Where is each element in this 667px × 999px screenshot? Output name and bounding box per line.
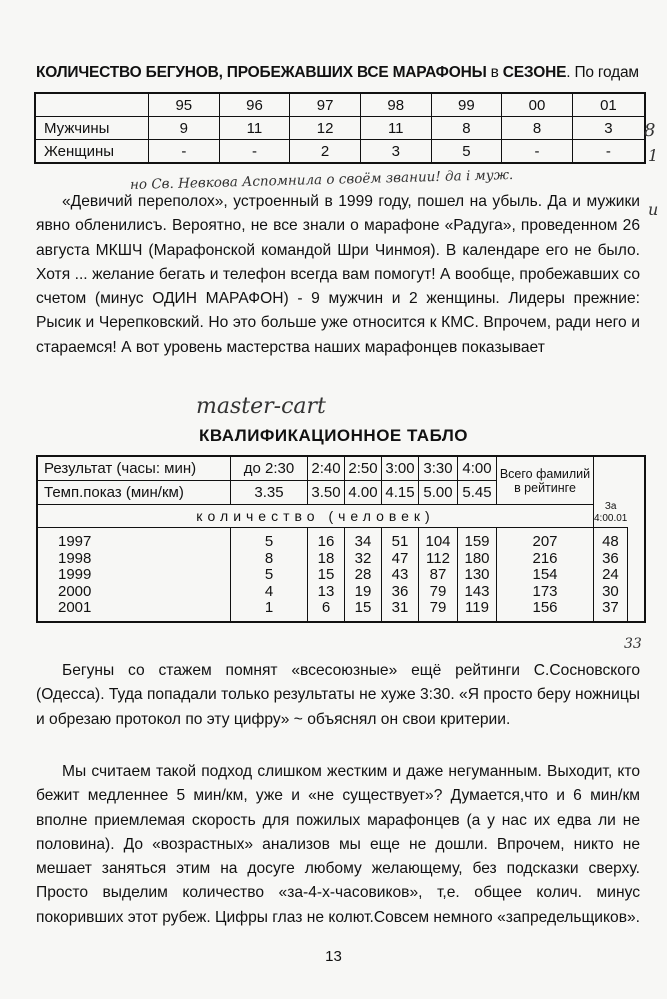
table1-title: КОЛИЧЕСТВО БЕГУНОВ, ПРОБЕЖАВШИХ ВСЕ МАРАФОНЫ в СЕЗОНЕ. По годам bbox=[36, 64, 639, 81]
count-cell: 37 bbox=[602, 599, 619, 616]
count-cell: 207 bbox=[532, 533, 558, 550]
count-cell bbox=[628, 550, 644, 567]
count-cell: 32 bbox=[354, 549, 372, 567]
result-cell: до 2:30 bbox=[231, 456, 308, 481]
year-cell: 95 bbox=[149, 93, 220, 117]
row-label: Темп.показ (мин/км) bbox=[37, 481, 231, 505]
table-header-row bbox=[35, 93, 645, 117]
pace-cell: 4.15 bbox=[382, 481, 419, 505]
margin-note: 1 bbox=[648, 146, 659, 165]
value-cell: 3 bbox=[572, 117, 645, 140]
value-cell: - bbox=[149, 140, 220, 164]
year-cell: 97 bbox=[290, 93, 361, 117]
value-cell: - bbox=[502, 140, 573, 164]
result-cell: 2:40 bbox=[308, 456, 345, 481]
handwritten-note: 33 bbox=[624, 636, 642, 652]
pace-cell: 4.00 bbox=[345, 481, 382, 505]
result-cell: 3:00 bbox=[382, 456, 419, 481]
table-row-men bbox=[35, 117, 645, 140]
year-cell: 96 bbox=[219, 93, 290, 117]
count-column bbox=[497, 528, 594, 622]
page-number: 13 bbox=[325, 948, 342, 965]
year-cell: 1999 bbox=[58, 566, 92, 583]
result-row bbox=[37, 456, 645, 481]
count-cell: 79 bbox=[429, 582, 447, 600]
count-cell bbox=[628, 534, 644, 551]
count-cell: 28 bbox=[354, 566, 372, 583]
count-cell: 5 bbox=[264, 566, 274, 583]
count-cell: 15 bbox=[354, 599, 372, 616]
year-cell: 99 bbox=[431, 93, 502, 117]
count-column bbox=[382, 528, 419, 622]
qualification-table bbox=[36, 455, 646, 623]
value-cell: 8 bbox=[431, 117, 502, 140]
count-label: количество (человек) bbox=[37, 505, 594, 528]
paragraph: Мы считаем такой подход слишком жестким и даже негуманным. Выходит, кто бежит медленнее 5 мин/км, уже и «не существует»? Думается,что и 6 мин/км вполне приемлемая скорость для пожилых марафонцев (а у нас их едва ли не половина). До «возрастных» анализов мы еще не дошли. Впрочем, никто не мешает заняться этим на досуге любому желающему, без подсказки сверху. Просто выделим количество «за-4-х-часовиков», т,е. общее колич. минус покоривших этот рубеж. Цифры глаз не колют.Совсем немного «запредельщиков». bbox=[36, 763, 640, 926]
count-cell: 130 bbox=[464, 566, 490, 583]
value-cell: 12 bbox=[290, 117, 361, 140]
pace-cell: 5.00 bbox=[419, 481, 458, 505]
count-cell bbox=[628, 567, 644, 584]
year-cell: 1997 bbox=[58, 533, 92, 550]
count-cell: 34 bbox=[354, 533, 372, 550]
count-cell: 43 bbox=[391, 566, 409, 583]
year-cell: 1998 bbox=[58, 549, 92, 567]
count-column bbox=[345, 528, 382, 622]
value-cell: 5 bbox=[431, 140, 502, 164]
year-cell: 98 bbox=[360, 93, 431, 117]
table2-title: КВАЛИФИКАЦИОННОЕ ТАБЛО bbox=[198, 426, 469, 445]
count-cell: 13 bbox=[317, 582, 335, 600]
count-cell: 47 bbox=[391, 549, 409, 567]
result-cell: 4:00 bbox=[458, 456, 497, 481]
count-cell: 1 bbox=[264, 599, 274, 616]
count-cell: 112 bbox=[426, 549, 450, 567]
count-column bbox=[627, 528, 645, 622]
year-cell: 2001 bbox=[58, 599, 92, 616]
count-cell bbox=[628, 600, 644, 617]
year-cell: 2000 bbox=[58, 582, 92, 600]
value-cell: 9 bbox=[149, 117, 220, 140]
count-column bbox=[594, 528, 628, 622]
value-cell: 8 bbox=[502, 117, 573, 140]
count-cell: 15 bbox=[317, 566, 335, 583]
row-label: Мужчины bbox=[35, 117, 149, 140]
count-cell: 143 bbox=[464, 582, 490, 600]
count-cell: 48 bbox=[602, 533, 619, 550]
count-cell: 104 bbox=[425, 533, 451, 550]
count-column bbox=[308, 528, 345, 622]
table-corner-cell bbox=[35, 93, 149, 117]
pace-cell: 5.45 bbox=[458, 481, 497, 505]
value-cell: - bbox=[572, 140, 645, 164]
pace-cell: 3.35 bbox=[231, 481, 308, 505]
runners-by-year-table bbox=[34, 92, 646, 164]
count-cell: 79 bbox=[429, 599, 447, 616]
count-cell: 31 bbox=[391, 599, 409, 616]
count-column bbox=[231, 528, 308, 622]
pace-cell: 3.50 bbox=[308, 481, 345, 505]
value-cell: 2 bbox=[290, 140, 361, 164]
count-cell: 6 bbox=[321, 599, 331, 616]
result-cell: 3:30 bbox=[419, 456, 458, 481]
count-cell: 16 bbox=[317, 533, 335, 550]
year-cell: 00 bbox=[502, 93, 573, 117]
count-cell: 36 bbox=[391, 582, 409, 600]
count-cell: 4 bbox=[264, 582, 274, 600]
row-label: Результат (часы: мин) bbox=[37, 456, 231, 481]
year-column bbox=[37, 528, 231, 622]
count-cell: 216 bbox=[532, 549, 558, 567]
data-row bbox=[37, 528, 645, 622]
count-cell: 24 bbox=[602, 566, 619, 583]
count-cell: 156 bbox=[532, 599, 558, 616]
count-cell: 30 bbox=[602, 582, 619, 600]
total-header: Всего фамилий в рейтинге bbox=[497, 456, 594, 505]
count-cell bbox=[628, 583, 644, 600]
count-cell: 180 bbox=[464, 549, 490, 567]
count-cell: 51 bbox=[391, 533, 409, 550]
value-cell: 11 bbox=[219, 117, 290, 140]
count-column bbox=[419, 528, 458, 622]
value-cell: 11 bbox=[360, 117, 431, 140]
value-cell: 3 bbox=[360, 140, 431, 164]
count-cell: 159 bbox=[464, 533, 490, 550]
paragraph: Бегуны со стажем помнят «всесоюзные» ещё рейтинги С.Сосновского (Одесса). Туда попадали только результаты не хуже 3:30. «Я просто беру ножницы и обрезаю протокол по эту цифру» ~ объяснял он свои критерии. bbox=[36, 662, 640, 728]
handwritten-note: но Св. Невкова Аспомнила о своём звании! да і муж. bbox=[129, 166, 514, 194]
count-cell: 18 bbox=[317, 549, 335, 567]
count-cell: 154 bbox=[532, 566, 558, 583]
handwritten-note: master-cart bbox=[196, 394, 326, 419]
count-label-row bbox=[37, 505, 645, 528]
value-cell: - bbox=[219, 140, 290, 164]
count-cell: 8 bbox=[264, 549, 274, 567]
count-cell: 173 bbox=[532, 582, 558, 600]
row-label: Женщины bbox=[35, 140, 149, 164]
count-cell: 19 bbox=[354, 582, 372, 600]
paragraph: «Девичий переполох», устроенный в 1999 году, пошел на убыль. Да и мужики явно обленилисъ. Вероятно, не все знали о марафоне «Радуга», проведенном 26 августа МКШЧ (Марафонской командой Шри Чинмоя). В календаре его не было. Хотя ... желание бегать и телефон всегда вам помогут! А вообще, пробежавших со счетом (минус ОДИН МАРАФОН) - 9 мужчин и 2 женщины. Лидеры прежние: Рысик и Черепковский. Но это больше уже относится к КМС. Впрочем, ради него и стараемся! А вот уровень мастерства наших марафонцев показывает bbox=[36, 193, 640, 356]
za-header: За 4:00.01 bbox=[594, 456, 628, 528]
count-cell: 5 bbox=[264, 533, 274, 550]
count-cell: 119 bbox=[465, 599, 489, 616]
count-column bbox=[458, 528, 497, 622]
result-cell: 2:50 bbox=[345, 456, 382, 481]
year-cell: 01 bbox=[572, 93, 645, 117]
count-cell: 87 bbox=[429, 566, 447, 583]
table-row-women bbox=[35, 140, 645, 164]
count-cell: 36 bbox=[602, 549, 619, 567]
margin-note: и bbox=[648, 200, 659, 219]
margin-note: 8 bbox=[644, 120, 656, 141]
